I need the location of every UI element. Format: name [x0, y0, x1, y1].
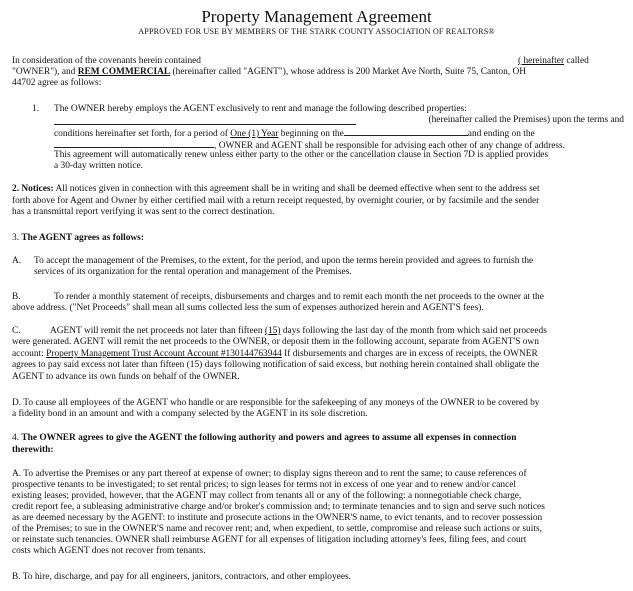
- section-3-label: The AGENT agrees as follows:: [21, 233, 144, 243]
- section-4a-line-4: credit report fee, a subleasing administrative charge and/or broker's commission and; to terminate tenancies and to sign and serve such notices: [12, 502, 545, 512]
- section-2-line-2: forth above for Agent and Owner by either certified mail with a return receipt requested, by overnight courier, or by facsimile and the sender: [12, 196, 540, 206]
- section-4-heading-line-1: [12, 433, 624, 444]
- section-1-number: 1.: [32, 104, 40, 114]
- section-4b-line-1: B. To hire, discharge, and pay for all engineers, janitors, contractors, and other employees.: [12, 572, 351, 582]
- intro-text: In consideration of the covenants herein contained: [12, 56, 201, 66]
- section-4a-line-8: costs which AGENT does not recover from tenants.: [12, 546, 206, 556]
- intro-line-3: 44702 agree as follows:: [12, 78, 102, 88]
- remit-text: AGENT will remit the net proceeds not later than fifteen: [50, 326, 265, 336]
- section-3c-number: C.: [12, 326, 21, 336]
- document-title: Property Management Agreement: [201, 7, 432, 26]
- section-3c-line-1: [50, 326, 624, 337]
- section-3d-line-2: a fidelity bond in an amount and with a company selected by the AGENT in its sole discretion.: [12, 409, 368, 419]
- account-label: account:: [12, 349, 47, 359]
- section-1-line-1: The OWNER hereby employs the AGENT exclusively to rent and manage the following described properties:: [54, 104, 467, 114]
- section-4a-line-3: existing leases; provided, however, that the AGENT may collect from tenants all or any of the following: a nonnegotiable check charge,: [12, 491, 522, 501]
- ending-text: and ending on the: [467, 129, 535, 139]
- trust-account-number: Property Management Trust Account Account #130144763944: [46, 349, 282, 359]
- notices-text: All notices given in connection with this agreement shall be in writing and shall be deemed effective when sent to the address set: [53, 184, 540, 194]
- section-3c-line-2: were generated. AGENT will remit the net proceeds to the OWNER, or deposit them in the following account, separate from AGENT'S own: [12, 337, 539, 347]
- section-3d-line-1: D. To cause all employees of the AGENT who handle or are responsible for the safekeeping of any moneys of the OWNER to be covered by: [12, 398, 540, 408]
- section-3-number: 3.: [12, 233, 22, 243]
- address-change-text: , OWNER and AGENT shall be responsible for advising each other of any change of address.: [214, 141, 566, 151]
- period-value: One (1) Year: [230, 129, 279, 139]
- section-4a-line-6: of the Premises; to sue in the OWNER'S name and recover rent; and, when expedient, to settle, compromise and release such actions or suits,: [12, 524, 542, 534]
- section-3b-line-1: To render a monthly statement of receipts, disbursements and charges and to remit each month the net proceeds to the owner at the: [54, 292, 544, 302]
- section-4-heading-line-2: therewith:: [12, 445, 54, 455]
- premises-field[interactable]: [54, 115, 356, 125]
- section-3-heading: [12, 233, 624, 244]
- intro-line-2: [12, 67, 624, 78]
- section-3b-number: B.: [12, 292, 21, 302]
- section-1-line-6: a 30-day written notice.: [54, 161, 144, 171]
- section-4a-line-5: as are deemed necessary by the AGENT: to institute and prosecute actions in the OWNER'S name, to evict tenants, and to recover possession: [12, 513, 543, 523]
- remit-rest: days following the last day of the month from which said net proceeds: [280, 326, 547, 336]
- section-3c-line-4: agrees to pay said excess not later than fifteen (15) days following notification of said excess, but nothing herein contained shall obligate the: [12, 360, 540, 370]
- section-4a-line-2: prospective tenants to be investigated; to set rental prices; to sign leases for terms not in excess of one year and to renew and/or cancel: [12, 480, 516, 490]
- section-3c-line-3: [12, 349, 624, 360]
- excess-text: If disbursements and charges are in excess of receipts, the OWNER: [281, 349, 538, 359]
- section-4a-line-1: A. To advertise the Premises or any part thereof at expense of owner; to display signs thereon and to rent the same; to cause references of: [12, 469, 527, 479]
- section-4-label: The OWNER agrees to give the AGENT the following authority and powers and agrees to assume all expenses in connection: [21, 433, 517, 443]
- begin-date-field[interactable]: [344, 126, 468, 136]
- period-text: conditions hereinafter set forth, for a period of: [54, 129, 231, 139]
- end-date-field[interactable]: [54, 138, 214, 148]
- notices-label: 2. Notices:: [12, 184, 54, 194]
- section-3a-number: A.: [12, 256, 22, 266]
- section-3a-line-2: services of its organization for the rental operation and management of the Premises.: [34, 267, 352, 277]
- hereinafter-text: ( hereinafter called: [518, 56, 589, 66]
- agent-name: REM COMMERCIAL: [77, 67, 171, 77]
- section-3c-line-5: AGENT to advance its own funds on behalf of the OWNER.: [12, 372, 240, 382]
- remit-days: (15): [264, 326, 281, 336]
- premises-text: (hereinafter called the Premises) upon the terms and: [428, 115, 624, 125]
- section-3b-line-2: above address. ("Net Proceeds" shall mean all sums collected less the sum of expenses authorized herein and AGENT'S fees).: [12, 303, 484, 313]
- agent-address: (hereinafter called "AGENT"), whose address is 200 Market Ave North, Suite 75, Canton, OH: [170, 67, 526, 77]
- section-4a-line-7: or reinstate such tenancies. OWNER shall reimburse AGENT for all expenses of litigation including attorney's fees, filing fees, and court: [12, 535, 527, 545]
- beginning-text: beginning on the: [278, 129, 344, 139]
- section-4-number: 4.: [12, 433, 22, 443]
- section-1-line-5: This agreement will automatically renew unless either party to the other or the cancellation clause in Section 7D is applied provides: [54, 150, 549, 160]
- owner-quote: "OWNER"), and: [12, 67, 78, 77]
- section-3a-line-1: To accept the management of the Premises, to the extent, for the period, and upon the terms herein provided and agrees to furnish the: [34, 256, 534, 266]
- section-2-line-3: has a transmittal report verifying it was sent to the correct destination.: [12, 207, 275, 217]
- document-subtitle: APPROVED FOR USE BY MEMBERS OF THE STARK COUNTY ASSOCIATION OF REALTORS®: [138, 27, 495, 36]
- section-2-line-1: [12, 184, 624, 195]
- intro-line-1: [12, 56, 624, 67]
